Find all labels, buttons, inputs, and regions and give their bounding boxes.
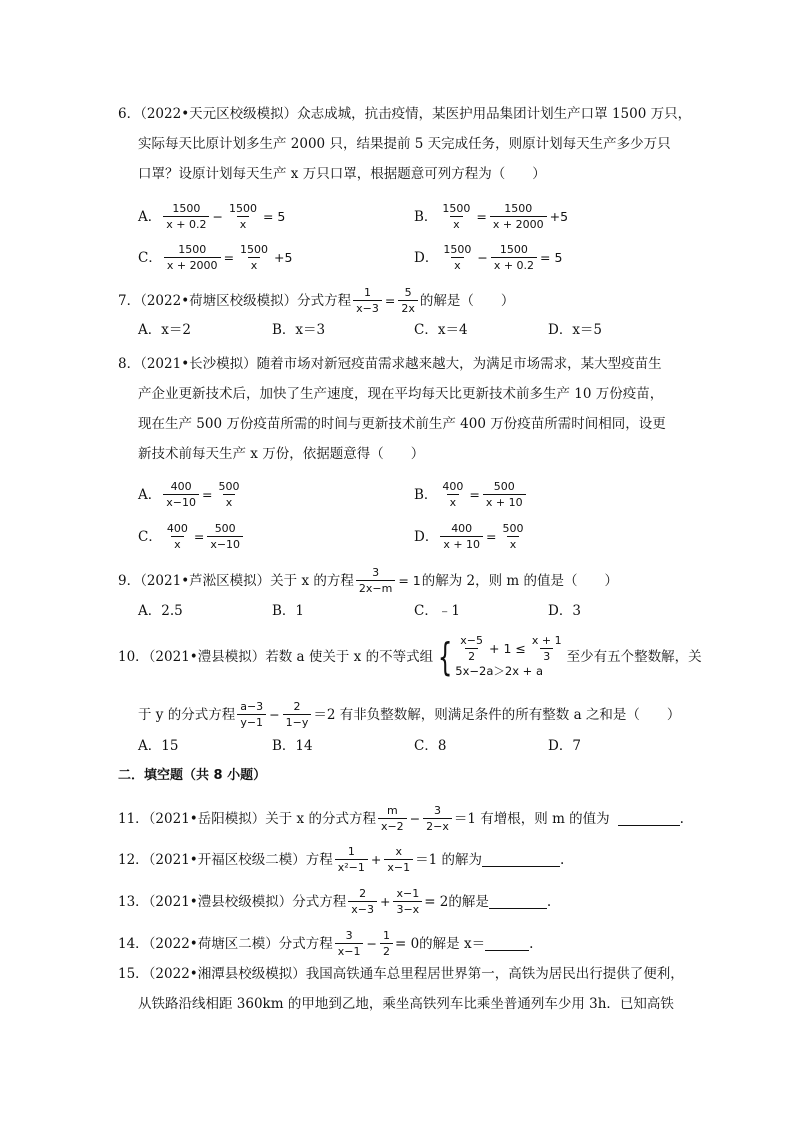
option-label: A． — [138, 208, 162, 225]
q12-end: . — [560, 851, 565, 868]
fraction: $\frac{3}{x-1}$ — [335, 929, 364, 958]
q8-option-b[interactable]: B． $\frac{400}{x}$ = $\frac{500}{x + 10}$ — [414, 480, 528, 509]
q6-line3: 口罩？设原计划每天生产 x 万只口罩，根据题意可列方程为（ ） — [138, 166, 546, 182]
fraction: $\frac{1}{2}$ — [380, 929, 393, 958]
q7-stem: 7．（2022•荷塘区校级模拟）分式方程 $\frac{1}{x-3}$ = $\frac{5}{2x}$ 的解是（ ） — [118, 286, 515, 315]
q6-line1: 6．（2022•天元区校级模拟）众志成城，抗击疫情，某医护用品集团计划生产口罩 1500 万只， — [118, 106, 692, 122]
fraction: $\frac{1500}{x}$ — [443, 243, 472, 272]
fraction: $\frac{2}{x-3}$ — [348, 887, 377, 916]
q14-suffix: = 0的解是 x＝ — [394, 935, 486, 952]
section-heading: 二．填空题（共 8 小题） — [118, 768, 267, 783]
fraction: $\frac{3}{2x-m}$ — [356, 566, 395, 595]
q13-stem: 13．（2021•澧县校级模拟）分式方程 $\frac{2}{x-3}$ + $\frac{x-1}{3-x}$ = 2的解是 . — [118, 887, 552, 916]
fraction: $\frac{x-5}{2}$ — [460, 634, 483, 663]
q7-option-d[interactable]: D．x＝5 — [548, 322, 603, 338]
fraction: $\frac{400}{x}$ — [442, 480, 464, 509]
inequality-system: { $\frac{x-5}{2}$ + 1 ≤ $\frac{x + 1}{3}$ 5x−2a＞2x + a — [433, 634, 567, 679]
fraction: $\frac{1}{\text{x²−1}}$ — [335, 845, 368, 874]
q7-option-b[interactable]: B．x＝3 — [272, 322, 326, 338]
q9-option-b[interactable]: B．1 — [272, 603, 305, 619]
q8-option-a[interactable]: A． $\frac{400}{x-10}$ = $\frac{500}{x}$ — [138, 480, 244, 509]
q13-end: . — [546, 893, 552, 910]
fraction: $\frac{1500}{x + 0.2}$ — [491, 243, 537, 272]
fraction: $\frac{m}{x-2}$ — [378, 804, 407, 833]
fraction: $\frac{2}{1-y}$ — [283, 700, 312, 729]
fraction: $\frac{a-3}{y-1}$ — [237, 700, 266, 729]
fraction: $\frac{1500}{x + 2000}$ — [490, 202, 547, 231]
fraction: $\frac{400}{x-10}$ — [163, 480, 199, 509]
q6-option-a[interactable]: A． $\frac{1500}{x + 0.2}$ − $\frac{1500}{x}$ = 5 — [138, 202, 286, 231]
q10-option-a[interactable]: A．15 — [138, 738, 179, 754]
fraction: $\frac{1500}{x}$ — [442, 202, 471, 231]
inequality-row-2: 5x−2a＞2x + a — [455, 664, 544, 678]
fraction: $\frac{3}{2-x}$ — [423, 804, 452, 833]
fraction: $\frac{1}{x-3}$ — [353, 286, 382, 315]
answer-blank[interactable] — [489, 894, 547, 909]
option-label: C． — [138, 528, 162, 545]
fraction: $\frac{x + 1}{3}$ — [531, 634, 562, 663]
option-label: D． — [414, 249, 439, 266]
q9-suffix: 的解为 2，则 m 的值是（ ） — [421, 572, 618, 589]
q9-option-c[interactable]: C．﹣1 — [414, 603, 460, 619]
fraction: $\frac{500}{x + 10}$ — [483, 480, 526, 509]
q7-suffix: 的解是（ ） — [419, 292, 515, 309]
q8-line3: 现在生产 500 万份疫苗所需的时间与更新技术前生产 400 万份疫苗所需时间相同，设更 — [138, 416, 666, 432]
q8-line2: 产企业更新技术后，加快了生产速度，现在平均每天比更新技术前多生产 10 万份疫苗， — [138, 386, 664, 402]
fraction: $\frac{400}{x}$ — [166, 522, 188, 551]
answer-blank[interactable] — [482, 852, 560, 867]
q7-prefix: 7．（2022•荷塘区校级模拟）分式方程 — [118, 292, 352, 309]
option-label: D． — [414, 528, 439, 545]
fraction: $\frac{x}{x-1}$ — [384, 845, 413, 874]
q15-line1: 15．（2022•湘潭县校级模拟）我国高铁通车总里程居世界第一，高铁为居民出行提供了便利， — [118, 966, 684, 982]
q12-suffix: ＝1 的解为 — [415, 851, 482, 868]
fraction: $\frac{500}{x-10}$ — [207, 522, 243, 551]
fraction: $\frac{5}{2x}$ — [398, 286, 418, 315]
q6-option-c[interactable]: C． $\frac{1500}{x + 2000}$ = $\frac{1500}{x}$ +5 — [138, 243, 293, 272]
fraction: $\frac{500}{x}$ — [218, 480, 240, 509]
q8-option-c[interactable]: C． $\frac{400}{x}$ = $\frac{500}{x-10}$ — [138, 522, 245, 551]
q7-option-c[interactable]: C．x＝4 — [414, 322, 468, 338]
q11-stem: 11．（2021•岳阳模拟）关于 x 的分式方程 $\frac{m}{x-2}$ − $\frac{3}{2-x}$ ＝1 有增根，则 m 的值为 . — [118, 804, 684, 833]
fraction: $\frac{1500}{x}$ — [240, 243, 269, 272]
q10-option-c[interactable]: C．8 — [414, 738, 447, 754]
q15-line2: 从铁路沿线相距 360km 的甲地到乙地，乘坐高铁列车比乘坐普通列车少用 3h．已知高铁 — [138, 996, 674, 1012]
q6-option-b[interactable]: B． $\frac{1500}{x}$ = $\frac{1500}{x + 2000}$ +5 — [414, 202, 569, 231]
q10-prefix: 10．（2021•澧县模拟）若数 a 使关于 x 的不等式组 — [118, 648, 434, 665]
q13-suffix: = 2的解是 — [424, 893, 489, 910]
fraction: $\frac{1500}{x + 2000}$ — [164, 243, 221, 272]
q12-prefix: 12．（2021•开福区校级二模）方程 — [118, 851, 333, 868]
q14-stem: 14．（2022•荷塘区二模）分式方程 $\frac{3}{x-1}$ − $\frac{1}{2}$ = 0的解是 x＝ . — [118, 929, 534, 958]
q12-stem: 12．（2021•开福区校级二模）方程 $\frac{1}{\text{x²−1}}$ + $\frac{x}{x-1}$ ＝1 的解为 . — [118, 845, 565, 874]
q10-line2: 于 y 的分式方程 $\frac{a-3}{y-1}$ − $\frac{2}{1-y}$ ＝2 有非负整数解，则满足条件的所有整数 a 之和是（ ） — [138, 700, 681, 729]
q10-suffix: 至少有五个整数解，关 — [566, 648, 702, 665]
left-brace-icon: { — [437, 634, 453, 679]
fraction: $\frac{400}{x + 10}$ — [440, 522, 483, 551]
answer-blank[interactable] — [618, 811, 680, 826]
q9-option-d[interactable]: D．3 — [548, 603, 581, 619]
q10-option-d[interactable]: D．7 — [548, 738, 581, 754]
q6-option-d[interactable]: D． $\frac{1500}{x}$ − $\frac{1500}{x + 0.2}$ = 5 — [414, 243, 563, 272]
q14-prefix: 14．（2022•荷塘区二模）分式方程 — [118, 935, 333, 952]
fraction: $\frac{1500}{x + 0.2}$ — [163, 202, 209, 231]
fraction: $\frac{x-1}{3-x}$ — [393, 887, 422, 916]
q8-line4: 新技术前每天生产 x 万份，依据题意得（ ） — [138, 446, 425, 462]
answer-blank[interactable] — [485, 936, 529, 951]
fraction: $\frac{1500}{x}$ — [228, 202, 257, 231]
q10-option-b[interactable]: B．14 — [272, 738, 313, 754]
fraction: $\frac{500}{x}$ — [502, 522, 524, 551]
q8-option-d[interactable]: D． $\frac{400}{x + 10}$ = $\frac{500}{x}$ — [414, 522, 529, 551]
q13-prefix: 13．（2021•澧县校级模拟）分式方程 — [118, 893, 347, 910]
q11-prefix: 11．（2021•岳阳模拟）关于 x 的分式方程 — [118, 810, 376, 827]
q7-option-a[interactable]: A．x＝2 — [138, 322, 191, 338]
q6-line2: 实际每天比原计划多生产 2000 只，结果提前 5 天完成任务，则原计划每天生产多少万只 — [138, 136, 671, 152]
option-label: B． — [414, 486, 438, 503]
q9-option-a[interactable]: A．2.5 — [138, 603, 183, 619]
q10-line2-suffix: ＝2 有非负整数解，则满足条件的所有整数 a 之和是（ ） — [313, 706, 681, 723]
q10-line2-prefix: 于 y 的分式方程 — [138, 706, 236, 723]
q11-suffix: ＝1 有增根，则 m 的值为 — [453, 810, 610, 827]
q10-stem — [118, 634, 702, 679]
option-label: A． — [138, 486, 162, 503]
q8-line1: 8．（2021•长沙模拟）随着市场对新冠疫苗需求越来越大，为满足市场需求，某大型疫苗生 — [118, 356, 662, 372]
q9-stem: 9．（2021•芦淞区模拟）关于 x 的方程 $\frac{3}{2x-m}$ = 1 的解为 2，则 m 的值是（ ） — [118, 566, 618, 595]
q9-prefix: 9．（2021•芦淞区模拟）关于 x 的方程 — [118, 572, 354, 589]
q11-end: . — [679, 810, 684, 827]
q14-end: . — [529, 935, 534, 952]
option-label: C． — [138, 249, 162, 266]
option-label: B． — [414, 208, 438, 225]
